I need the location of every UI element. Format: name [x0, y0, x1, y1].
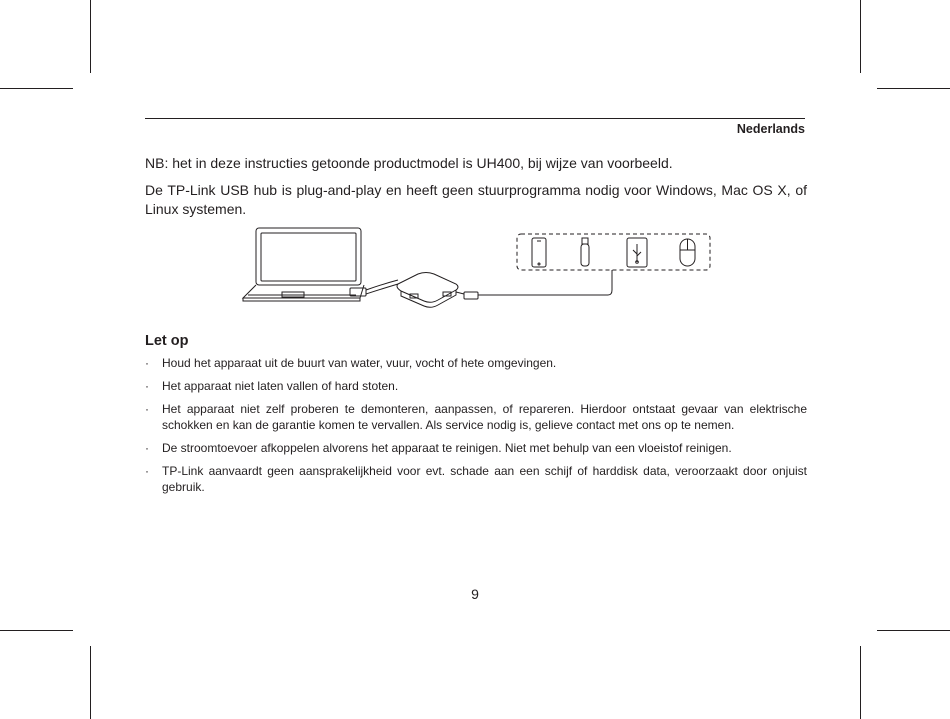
connection-diagram: [238, 224, 718, 316]
crop-mark: [90, 0, 91, 73]
plug-and-play-description: De TP-Link USB hub is plug-and-play en heeft geen stuurprogramma nodig voor Windows, Mac OS X, of Linux systemen.: [145, 182, 807, 217]
bullet-icon: ·: [145, 464, 149, 478]
mouse-icon: [680, 239, 695, 266]
caution-list: [145, 355, 807, 502]
language-label: Nederlands: [736, 122, 805, 136]
list-item: · TP-Link aanvaardt geen aansprakelijkheid voor evt. schade aan een schijf of harddisk data, veroorzaakt door onjuist gebruik.: [145, 464, 807, 494]
list-item: · De stroomtoevoer afkoppelen alvorens het apparaat te reinigen. Niet met behulp van een vloeistof reinigen.: [145, 441, 732, 455]
crop-mark: [0, 630, 73, 631]
laptop-icon: [243, 228, 364, 301]
bullet-icon: ·: [145, 379, 149, 393]
usb-flash-drive-icon: [581, 238, 589, 266]
list-item: · Het apparaat niet laten vallen of hard stoten.: [145, 379, 399, 393]
bullet-icon: ·: [145, 441, 149, 455]
header-rule: [145, 118, 805, 119]
crop-mark: [877, 88, 950, 89]
crop-mark: [860, 0, 861, 73]
crop-mark: [90, 646, 91, 719]
usb-hub-icon: [397, 273, 458, 308]
list-item: · Houd het apparaat uit de buurt van water, vuur, vocht of hete omgevingen.: [145, 356, 557, 370]
crop-mark: [0, 88, 73, 89]
usb-device-icon: [627, 238, 647, 267]
crop-mark: [860, 646, 861, 719]
bullet-icon: ·: [145, 402, 149, 416]
list-item: · Het apparaat niet zelf proberen te demonteren, aanpassen, of repareren. Hierdoor ontstaat gevaar van elektrische schokken en kan de garantie komen te vervallen. Als service nodig is, gelieve contact met ons op te nemen.: [145, 402, 807, 432]
caution-title: Let op: [145, 333, 189, 349]
crop-mark: [877, 630, 950, 631]
product-model-note: NB: het in deze instructies getoonde productmodel is UH400, bij wijze van voorbeeld.: [145, 155, 673, 171]
page-number: 9: [471, 586, 479, 602]
bullet-icon: ·: [145, 356, 149, 370]
smartphone-icon: [532, 238, 546, 267]
